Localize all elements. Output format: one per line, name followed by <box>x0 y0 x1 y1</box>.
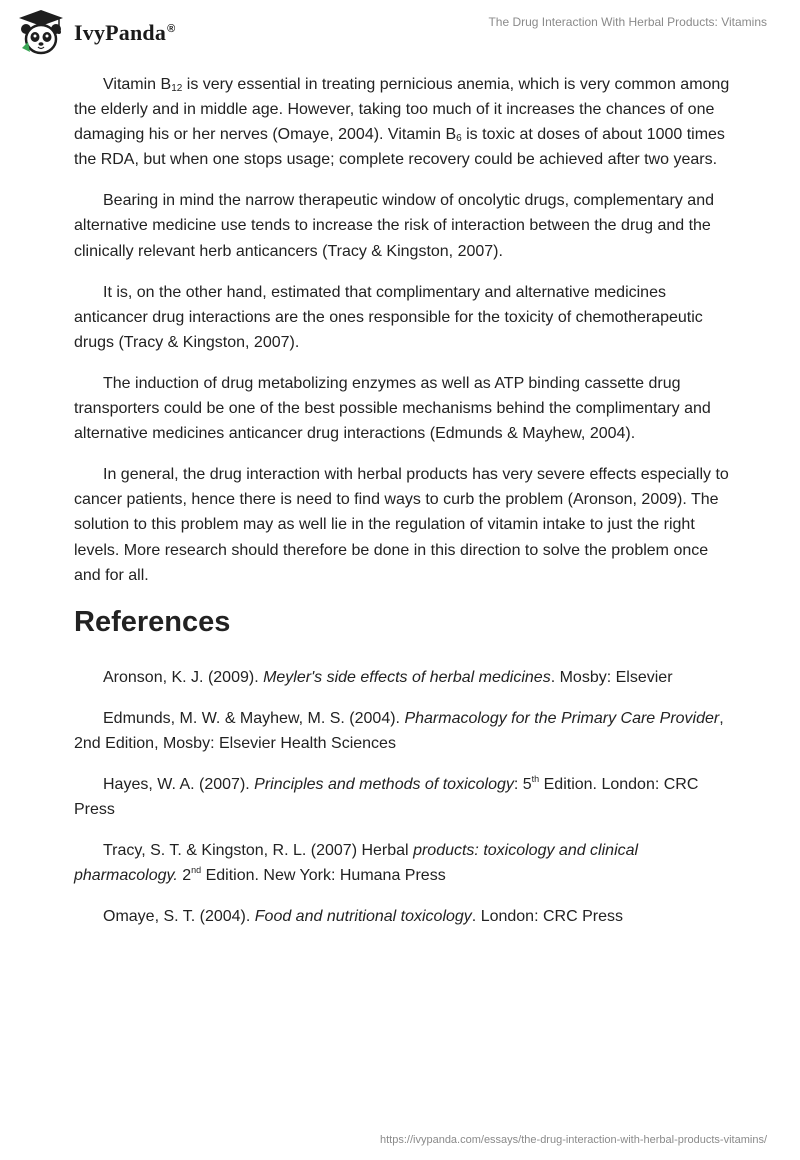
paragraph-conclusion: In general, the drug interaction with herbal products has very severe effects especially to cancer patients, hence there is need to find ways to curb the problem (Aronson, 2009). The solution to this problem may as well lie in the regulation of vitamin intake to just the right levels. More research should therefore be done in this direction to solve the problem once and for all. <box>74 466 729 584</box>
paragraph-mechanisms: The induction of drug metabolizing enzymes as well as ATP binding cassette drug transporters could be one of the best possible mechanisms behind the complimentary and alternative medicines anticancer drug interactions (Edmunds & Mayhew, 2004). <box>74 374 711 443</box>
references-heading: References <box>74 605 231 638</box>
document-title: The Drug Interaction With Herbal Products: Vitamins <box>488 15 767 29</box>
logo[interactable] <box>14 9 175 57</box>
panda-graduate-icon <box>14 9 68 57</box>
page-header <box>0 0 800 62</box>
reference-item: Edmunds, M. W. & Mayhew, M. S. (2004). Pharmacology for the Primary Care Provider, 2nd Edition, Mosby: Elsevier Health Sciences <box>74 709 724 752</box>
reference-item: Tracy, S. T. & Kingston, R. L. (2007) Herbal products: toxicology and clinical pharmacology. 2nd Edition. New York: Humana Press <box>74 842 639 885</box>
paragraph-vitamin-b12: Vitamin $B_{12}$ is very essential in treating pernicious anemia, which is very common among the elderly and in middle age. However, taking too much of it increases the chances of one damaging his or her nerves (Omaye, 2004). Vitamin $B_6$ is toxic at doses of about 1000 times the RDA, but when one stops usage; complete recovery could be achieved after two years. <box>74 76 730 169</box>
source-url-link[interactable]: https://ivypanda.com/essays/the-drug-interaction-with-herbal-products-vitamins/ <box>380 1134 767 1146</box>
reference-item: Omaye, S. T. (2004). Food and nutritional toxicology. London: CRC Press <box>103 908 623 926</box>
paragraph-therapeutic-window: Bearing in mind the narrow therapeutic window of oncolytic drugs, complementary and alternative medicine use tends to increase the risk of interaction between the drug and the clinically relevant herb anticancers (Tracy & Kingston, 2007). <box>74 192 714 260</box>
logo-text: IvyPanda® <box>74 20 176 45</box>
paragraph-toxicity: It is, on the other hand, estimated that complimentary and alternative medicines anticancer drug interactions are the ones responsible for the toxicity of chemotherapeutic drugs (Tracy & Kingston, 2007). <box>74 283 703 351</box>
essay-body <box>74 72 734 945</box>
reference-item: Aronson, K. J. (2009). Meyler's side effects of herbal medicines. Mosby: Elsevier <box>103 668 673 686</box>
reference-item: Hayes, W. A. (2007). Principles and methods of toxicology: 5th Edition. London: CRC Press <box>74 773 699 819</box>
